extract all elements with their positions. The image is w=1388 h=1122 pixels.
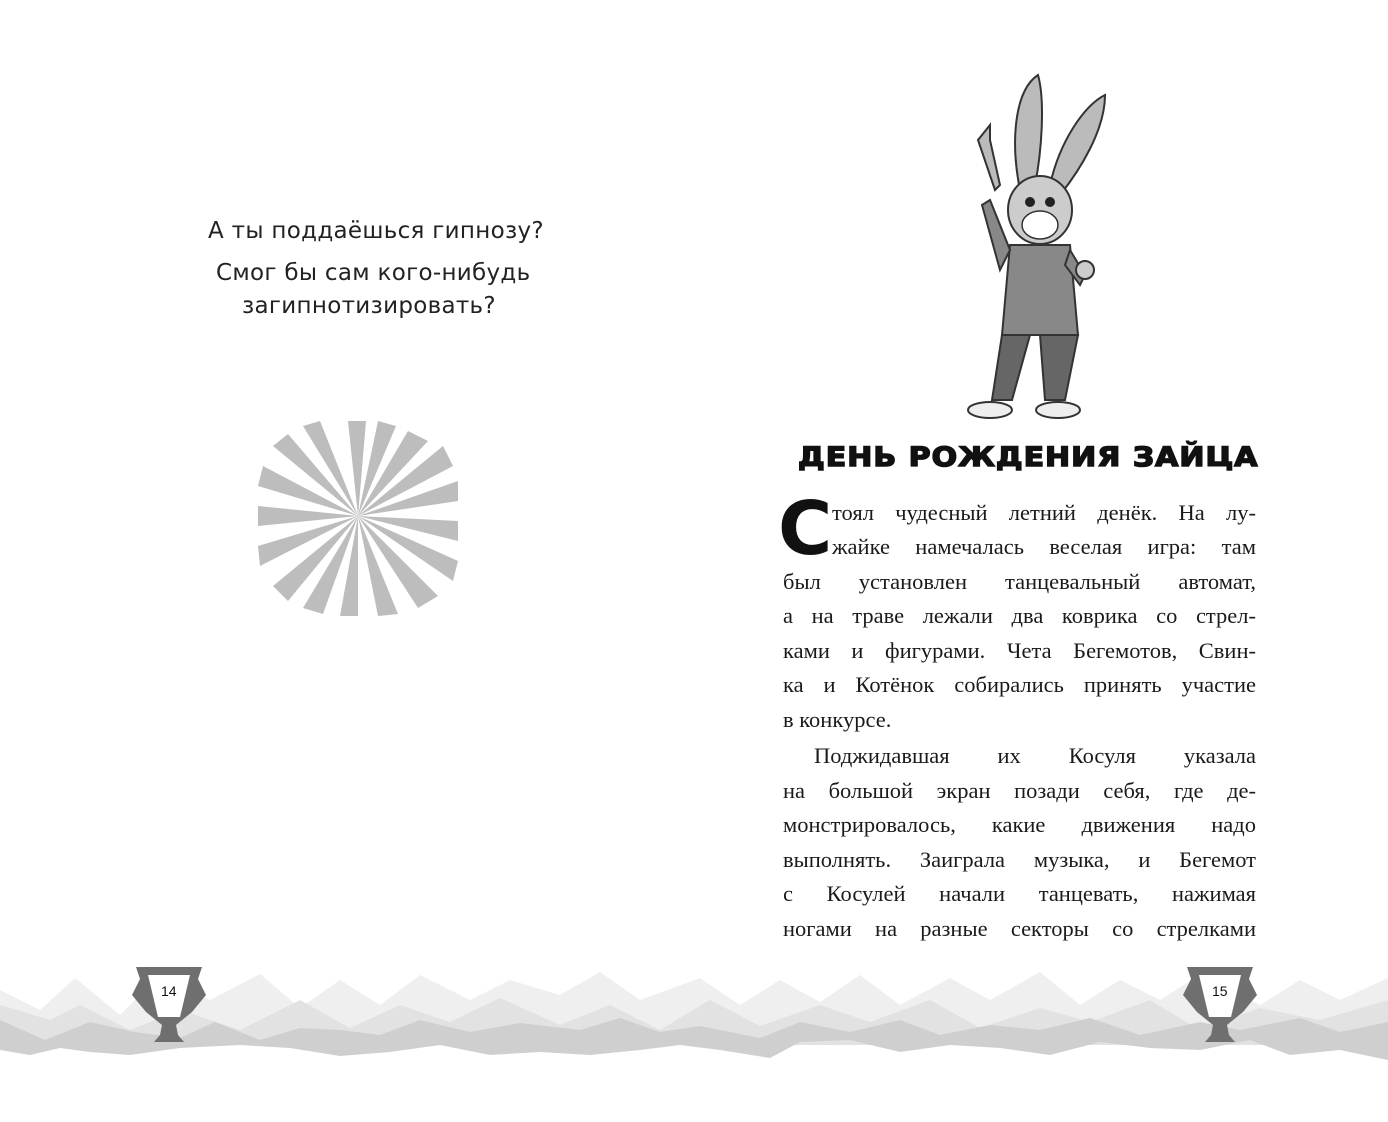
starburst-illustration [255,418,465,618]
chapter-title: ДЕНЬ РОЖДЕНИЯ ЗАЙЦА [798,441,1259,474]
page-number-trophy-right [1177,967,1263,1047]
page-number: 15 [1212,983,1228,999]
text-line: ногами на разные секторы со стрелками [783,916,1256,941]
question-line-3: загипнотизировать? [242,293,496,319]
trophy-icon [126,967,212,1047]
text-line: в конкурсе. [783,707,892,732]
question-line-2: Смог бы сам кого-нибудь [216,260,531,286]
text-line: тоял чудесный летний денёк. На лу- [832,500,1256,525]
text-line: монстрировалось, какие движения надо [783,812,1256,837]
text-line: с Косулей начали танцевать, нажимая [783,881,1256,906]
text-line: был установлен танцевальный автомат, [783,569,1256,594]
text-line: ка и Котёнок собирались принять участие [783,672,1256,697]
question-line-1: А ты поддаёшься гипнозу? [208,218,544,244]
trophy-icon [1177,967,1263,1047]
rabbit-character-illustration [960,70,1110,420]
page-number-trophy-left [126,967,212,1047]
text-line: а на траве лежали два коврика со стрел- [783,603,1256,628]
drop-cap: С [778,486,833,572]
text-line: ками и фигурами. Чета Бегемотов, Свин- [783,638,1256,663]
text-line: выполнять. Заиграла музыка, и Бегемот [783,847,1256,872]
text-line: Поджидавшая их Косуля указала [814,743,1256,768]
page-number: 14 [161,983,177,999]
text-line: на большой экран позади себя, где де- [783,778,1256,803]
text-line: жайке намечалась веселая игра: там [832,534,1256,559]
